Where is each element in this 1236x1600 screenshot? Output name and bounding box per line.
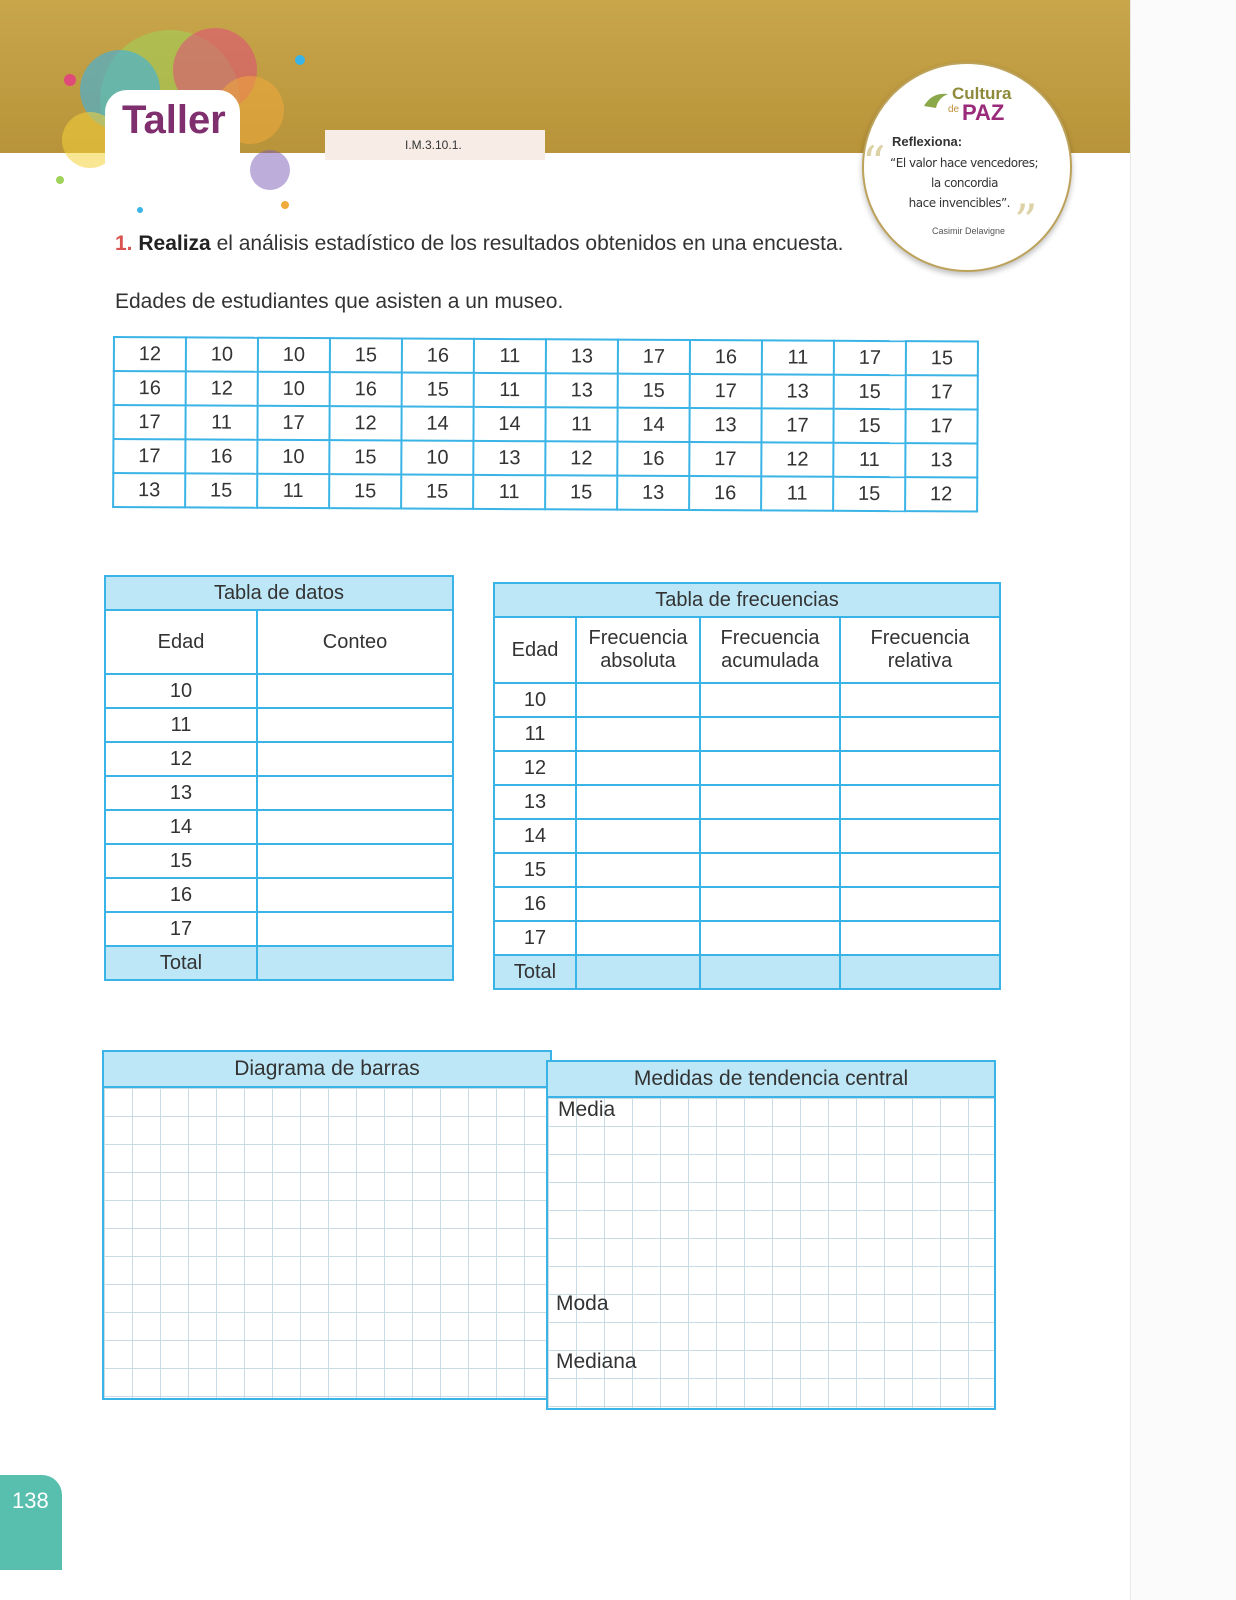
table-row — [494, 751, 1000, 785]
paz-label: PAZ — [962, 100, 1005, 125]
page-title: Taller — [122, 98, 226, 142]
table-row — [113, 473, 977, 512]
age-cell: 16 — [185, 439, 257, 473]
table-row — [494, 853, 1000, 887]
age-value: 12 — [105, 742, 257, 776]
table-row — [494, 785, 1000, 819]
close-quote-icon: ” — [1014, 194, 1038, 248]
acu-input[interactable] — [700, 819, 840, 853]
acu-input[interactable] — [700, 683, 840, 717]
age-cell: 15 — [401, 475, 473, 509]
age-cell: 16 — [330, 372, 402, 406]
age-cell: 11 — [474, 373, 546, 407]
age-cell: 14 — [401, 407, 473, 441]
panel-title: Medidas de tendencia central — [548, 1062, 994, 1098]
age-cell: 15 — [906, 341, 978, 375]
exercise-verb: Realiza — [138, 232, 211, 255]
tally-input[interactable] — [257, 878, 453, 912]
table-row — [105, 878, 453, 912]
age-cell: 13 — [473, 441, 545, 475]
table-row — [105, 810, 453, 844]
media-label: Media — [558, 1098, 616, 1121]
age-value: 17 — [494, 921, 576, 955]
age-value: 12 — [494, 751, 576, 785]
total-input[interactable] — [257, 946, 453, 980]
acu-input[interactable] — [700, 921, 840, 955]
age-cell: 15 — [618, 374, 690, 408]
age-cell: 12 — [761, 442, 833, 476]
age-cell: 11 — [833, 443, 905, 477]
age-cell: 15 — [834, 375, 906, 409]
age-cell: 15 — [329, 474, 401, 508]
moda-label: Moda — [556, 1292, 609, 1315]
acu-input[interactable] — [700, 887, 840, 921]
tally-input[interactable] — [257, 708, 453, 742]
mediana-label: Mediana — [556, 1350, 637, 1373]
quote-author: Casimir Delavigne — [932, 226, 1006, 236]
rel-total-input[interactable] — [840, 955, 1000, 989]
rel-input[interactable] — [840, 751, 1000, 785]
de-label: de — [948, 104, 960, 115]
tally-input[interactable] — [257, 844, 453, 878]
total-label: Total — [494, 955, 576, 989]
age-value: 14 — [494, 819, 576, 853]
table-row — [114, 371, 978, 410]
age-value: 11 — [105, 708, 257, 742]
central-tendency-panel — [546, 1060, 996, 1410]
column-header-edad: Edad — [494, 617, 576, 683]
tally-input[interactable] — [257, 776, 453, 810]
age-cell: 17 — [834, 341, 906, 375]
age-cell: 16 — [114, 371, 186, 405]
age-cell: 17 — [618, 340, 690, 374]
rel-input[interactable] — [840, 853, 1000, 887]
age-value: 11 — [494, 717, 576, 751]
table-row — [494, 887, 1000, 921]
table-row — [113, 405, 977, 444]
column-header-edad: Edad — [105, 610, 257, 674]
age-cell: 15 — [185, 473, 257, 507]
age-cell: 12 — [114, 337, 186, 371]
bar-diagram-panel — [102, 1050, 552, 1400]
grid-drawing-area[interactable] — [104, 1088, 550, 1398]
table-row — [494, 921, 1000, 955]
age-value: 10 — [494, 683, 576, 717]
age-value: 13 — [494, 785, 576, 819]
age-cell: 11 — [545, 407, 617, 441]
data-subtitle: Edades de estudiantes que asisten a un museo. — [115, 290, 564, 313]
age-cell: 16 — [690, 340, 762, 374]
age-cell: 12 — [186, 371, 258, 405]
table-row — [113, 439, 977, 478]
age-cell: 17 — [906, 375, 978, 409]
rel-input[interactable] — [840, 887, 1000, 921]
table-row — [105, 708, 453, 742]
column-header-conteo: Conteo — [257, 610, 453, 674]
age-value: 16 — [494, 887, 576, 921]
age-cell: 17 — [257, 406, 329, 440]
abs-input[interactable] — [576, 853, 700, 887]
age-cell: 10 — [258, 372, 330, 406]
rel-input[interactable] — [840, 921, 1000, 955]
age-cell: 11 — [185, 405, 257, 439]
age-cell: 11 — [762, 340, 834, 374]
age-value: 15 — [494, 853, 576, 887]
abs-input[interactable] — [576, 921, 700, 955]
quote-line: la concordia — [930, 176, 998, 190]
column-header-absoluta: Frecuencia absoluta — [576, 617, 700, 683]
age-cell: 12 — [905, 477, 977, 511]
tally-input[interactable] — [257, 742, 453, 776]
age-cell: 17 — [761, 408, 833, 442]
age-cell: 14 — [617, 408, 689, 442]
age-cell: 16 — [402, 339, 474, 373]
abs-input[interactable] — [576, 717, 700, 751]
age-cell: 10 — [257, 440, 329, 474]
age-value: 17 — [105, 912, 257, 946]
age-cell: 16 — [689, 476, 761, 510]
exercise-number: 1. — [115, 232, 133, 255]
ages-table — [112, 336, 979, 513]
abs-input[interactable] — [576, 751, 700, 785]
table-row — [494, 717, 1000, 751]
age-cell: 11 — [761, 476, 833, 510]
age-value: 13 — [105, 776, 257, 810]
table-row — [105, 912, 453, 946]
tally-input[interactable] — [257, 810, 453, 844]
rel-input[interactable] — [840, 717, 1000, 751]
cultura-de-paz-badge — [862, 62, 1072, 272]
age-cell: 13 — [113, 473, 185, 507]
age-cell: 10 — [401, 441, 473, 475]
acu-input[interactable] — [700, 785, 840, 819]
table-row — [105, 742, 453, 776]
age-cell: 11 — [474, 339, 546, 373]
age-cell: 15 — [833, 477, 905, 511]
total-row — [105, 946, 453, 980]
tally-input[interactable] — [257, 674, 453, 708]
age-cell: 13 — [762, 374, 834, 408]
open-quote-icon: “ — [862, 136, 886, 190]
abs-input[interactable] — [576, 887, 700, 921]
exercise-instruction — [115, 232, 843, 256]
age-cell: 17 — [905, 409, 977, 443]
age-cell: 13 — [546, 339, 618, 373]
abs-total-input[interactable] — [576, 955, 700, 989]
quote-line: hace invencibles”. — [908, 196, 1010, 210]
abs-input[interactable] — [576, 683, 700, 717]
rel-input[interactable] — [840, 683, 1000, 717]
age-cell: 12 — [329, 406, 401, 440]
frequency-table — [493, 582, 1001, 990]
acu-total-input[interactable] — [700, 955, 840, 989]
abs-input[interactable] — [576, 819, 700, 853]
exercise-text: el análisis estadístico de los resultados obtenidos en una encuesta. — [210, 232, 844, 255]
table-row — [114, 337, 978, 376]
age-cell: 15 — [330, 338, 402, 372]
age-value: 16 — [105, 878, 257, 912]
table-row — [494, 819, 1000, 853]
total-label: Total — [105, 946, 257, 980]
age-cell: 10 — [186, 337, 258, 371]
dove-icon — [922, 88, 950, 112]
column-header-relativa: Frecuencia relativa — [840, 617, 1000, 683]
age-cell: 13 — [617, 476, 689, 510]
quote-line: “El valor hace vencedores; — [890, 156, 1038, 170]
age-cell: 13 — [546, 373, 618, 407]
age-cell: 15 — [833, 409, 905, 443]
age-cell: 11 — [473, 475, 545, 509]
age-cell: 14 — [473, 407, 545, 441]
age-cell: 13 — [905, 443, 977, 477]
column-header-acumulada: Frecuencia acumulada — [700, 617, 840, 683]
age-cell: 13 — [689, 408, 761, 442]
skill-code: I.M.3.10.1. — [405, 138, 462, 152]
table-row — [494, 683, 1000, 717]
reflexiona-label: Reflexiona: — [892, 134, 963, 149]
acu-input[interactable] — [700, 717, 840, 751]
page-number: 138 — [12, 1488, 49, 1513]
total-row — [494, 955, 1000, 989]
age-cell: 11 — [257, 474, 329, 508]
age-cell: 15 — [402, 373, 474, 407]
age-cell: 16 — [617, 442, 689, 476]
age-cell: 15 — [329, 440, 401, 474]
table-row — [105, 674, 453, 708]
age-cell: 10 — [258, 338, 330, 372]
acu-input[interactable] — [700, 853, 840, 887]
table-row — [105, 844, 453, 878]
age-cell: 17 — [689, 442, 761, 476]
age-cell: 15 — [545, 475, 617, 509]
table-row — [105, 776, 453, 810]
panel-title: Diagrama de barras — [104, 1052, 550, 1088]
age-cell: 17 — [113, 439, 185, 473]
age-cell: 17 — [690, 374, 762, 408]
tally-input[interactable] — [257, 912, 453, 946]
age-cell: 17 — [113, 405, 185, 439]
age-cell: 12 — [545, 441, 617, 475]
rel-input[interactable] — [840, 785, 1000, 819]
age-value: 15 — [105, 844, 257, 878]
data-tally-table — [104, 575, 454, 981]
age-value: 14 — [105, 810, 257, 844]
table-title: Tabla de frecuencias — [494, 583, 1000, 617]
table-title: Tabla de datos — [105, 576, 453, 610]
abs-input[interactable] — [576, 785, 700, 819]
rel-input[interactable] — [840, 819, 1000, 853]
age-value: 10 — [105, 674, 257, 708]
cultura-label: Cultura — [952, 84, 1012, 103]
page-edge — [1130, 0, 1236, 1600]
acu-input[interactable] — [700, 751, 840, 785]
